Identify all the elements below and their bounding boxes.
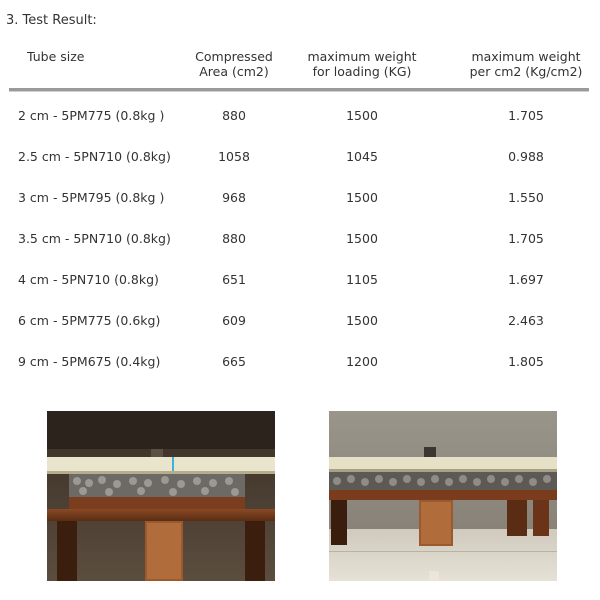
cell-tube-size: 3 cm - 5PM795 (0.8kg ) <box>18 190 165 205</box>
table-header <box>0 49 600 87</box>
cell-max-weight: 1105 <box>346 272 378 287</box>
cell-compressed-area: 968 <box>222 190 246 205</box>
cell-compressed-area: 1058 <box>218 149 250 164</box>
section-title: 3. Test Result: <box>6 13 97 28</box>
table-row <box>0 231 600 249</box>
cell-weight-per-cm2: 1.697 <box>508 272 544 287</box>
cell-compressed-area: 651 <box>222 272 246 287</box>
cell-weight-per-cm2: 1.705 <box>508 231 544 246</box>
cell-max-weight: 1500 <box>346 313 378 328</box>
cell-tube-size: 9 cm - 5PM675 (0.4kg) <box>18 354 161 369</box>
photo-right-illustration <box>329 411 557 581</box>
compression-test-photo-left <box>47 411 275 581</box>
cell-max-weight: 1500 <box>346 108 378 123</box>
table-row <box>0 149 600 167</box>
table-row <box>0 313 600 331</box>
photo-left-illustration <box>47 411 275 581</box>
cell-weight-per-cm2: 1.705 <box>508 108 544 123</box>
table-row <box>0 354 600 372</box>
cell-tube-size: 6 cm - 5PM775 (0.6kg) <box>18 313 161 328</box>
cell-tube-size: 3.5 cm - 5PN710 (0.8kg) <box>18 231 171 246</box>
table-row <box>0 272 600 290</box>
cell-max-weight: 1500 <box>346 231 378 246</box>
cell-compressed-area: 665 <box>222 354 246 369</box>
cell-max-weight: 1045 <box>346 149 378 164</box>
header-max-weight-loading: maximum weight for loading (KG) <box>307 49 417 79</box>
table-row <box>0 108 600 126</box>
cell-tube-size: 2.5 cm - 5PN710 (0.8kg) <box>18 149 171 164</box>
cell-tube-size: 2 cm - 5PM775 (0.8kg ) <box>18 108 165 123</box>
header-compressed-area: Compressed Area (cm2) <box>195 49 273 79</box>
header-tube-size: Tube size <box>27 49 85 64</box>
cell-weight-per-cm2: 1.550 <box>508 190 544 205</box>
cell-compressed-area: 880 <box>222 231 246 246</box>
header-divider <box>9 88 589 92</box>
cell-max-weight: 1200 <box>346 354 378 369</box>
cell-weight-per-cm2: 2.463 <box>508 313 544 328</box>
cell-max-weight: 1500 <box>346 190 378 205</box>
table-row <box>0 190 600 208</box>
header-max-weight-per-cm2: maximum weight per cm2 (Kg/cm2) <box>469 49 583 79</box>
cell-weight-per-cm2: 1.805 <box>508 354 544 369</box>
cell-compressed-area: 880 <box>222 108 246 123</box>
compression-test-photo-right <box>329 411 557 581</box>
cell-compressed-area: 609 <box>222 313 246 328</box>
cell-weight-per-cm2: 0.988 <box>508 149 544 164</box>
cell-tube-size: 4 cm - 5PN710 (0.8kg) <box>18 272 159 287</box>
